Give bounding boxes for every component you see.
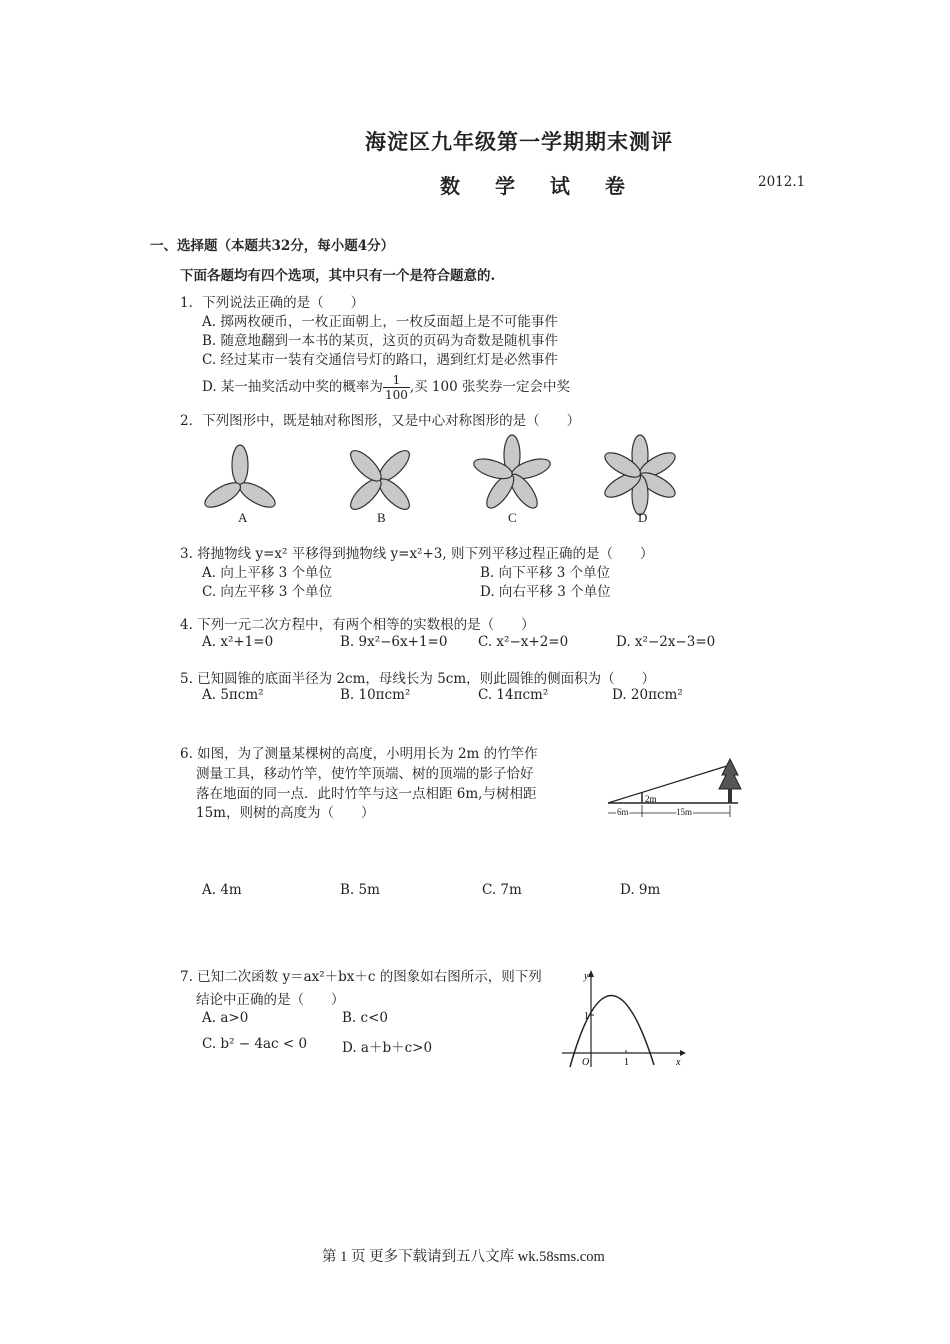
q4-stem: 4. 下列一元二次方程中，有两个相等的实数根的是（ ） (180, 617, 535, 633)
section-heading: 一、选择题（本题共32分，每小题4分） (150, 238, 395, 254)
q1-option-c: C. 经过某市一装有交通信号灯的路口，遇到红灯是必然事件 (202, 352, 558, 368)
q6-fig-pole-label: 2m (645, 794, 657, 804)
q7-parabola-graph (558, 965, 688, 1070)
q6-option-d: D. 9m (620, 882, 661, 898)
figure-d-six-petals (601, 435, 678, 515)
q1-stem: 1．下列说法正确的是（ ） (180, 295, 365, 311)
figure-b-four-petals (346, 446, 414, 514)
figure-label-d: D (638, 510, 648, 525)
q6-option-b: B. 5m (340, 882, 380, 898)
q1-d-post: ,买 100 张奖券一定会中奖 (409, 379, 570, 395)
exam-title: 海淀区九年级第一学期期末测评 (365, 129, 673, 154)
q1-frac-den: 100 (384, 388, 408, 402)
q7-tick-x-label: 1 (624, 1057, 629, 1068)
q1-d-pre: D. 某一抽奖活动中奖的概率为 (202, 379, 383, 395)
q6-line2: 测量工具，移动竹竿，使竹竿顶端、树的顶端的影子恰好 (196, 766, 534, 782)
q7-option-a: A. a>0 (202, 1010, 249, 1026)
q1-option-b: B. 随意地翻到一本书的某页，这页的页码为奇数是随机事件 (202, 333, 559, 349)
q6-fig-left-label: 6m (617, 807, 629, 817)
q3-option-c: C. 向左平移 3 个单位 (202, 584, 333, 600)
q6-option-c: C. 7m (482, 882, 522, 898)
q1-frac-num: 1 (383, 373, 410, 388)
q7-line2: 结论中正确的是（ ） (196, 992, 345, 1008)
q4-option-a: A. x²+1=0 (202, 634, 274, 650)
q6-fig-right-label: 15m (676, 807, 693, 817)
q2-stem: 2．下列图形中，既是轴对称图形，又是中心对称图形的是（ ） (180, 413, 581, 429)
q5-option-b: B. 10πcm² (340, 687, 411, 703)
q3-option-d: D. 向右平移 3 个单位 (480, 584, 611, 600)
exam-date: 2012.1 (758, 174, 806, 190)
q4-option-d: D. x²−2x−3=0 (616, 634, 716, 650)
q6-line1: 6. 如图，为了测量某棵树的高度，小明用长为 2m 的竹竿作 (180, 746, 538, 762)
q7-option-d: D. a＋b＋c>0 (342, 1040, 433, 1056)
q2-figures (190, 430, 690, 530)
q6-tree-figure (600, 755, 750, 825)
q7-axis-y-label: y (584, 971, 589, 982)
q1-option-a: A. 掷两枚硬币，一枚正面朝上，一枚反面超上是不可能事件 (202, 314, 558, 330)
figure-label-a: A (238, 510, 248, 525)
q6-line4: 15m，则树的高度为（ ） (196, 805, 375, 821)
q1-option-d (202, 370, 570, 404)
section-instruction: 下面各题均有四个选项，其中只有一个是符合题意的. (180, 268, 496, 284)
q3-option-b: B. 向下平移 3 个单位 (480, 565, 611, 581)
q1-fraction (383, 373, 410, 402)
q6-option-a: A. 4m (202, 882, 242, 898)
q7-option-c: C. b² − 4ac < 0 (202, 1036, 308, 1052)
q7-axis-x-label: x (676, 1057, 681, 1068)
q3-stem: 3. 将抛物线 y=x² 平移得到抛物线 y=x²+3, 则下列平移过程正确的是（ ） (180, 546, 654, 562)
q7-line1: 7. 已知二次函数 y＝ax²＋bx＋c 的图象如右图所示，则下列 (180, 969, 542, 985)
figure-label-c: C (508, 510, 517, 525)
q5-option-c: C. 14πcm² (478, 687, 549, 703)
q4-option-c: C. x²−x+2=0 (478, 634, 569, 650)
figure-c-five-petals (471, 435, 552, 512)
q7-option-b: B. c<0 (342, 1010, 388, 1026)
q3-option-a: A. 向上平移 3 个单位 (202, 565, 333, 581)
q5-option-d: D. 20πcm² (612, 687, 683, 703)
page-footer: 第 1 页 更多下载请到五八文库 wk.58sms.com (322, 1249, 605, 1265)
q6-line3: 落在地面的同一点．此时竹竿与这一点相距 6m,与树相距 (196, 786, 537, 802)
q5-option-a: A. 5πcm² (202, 687, 264, 703)
q5-stem: 5. 已知圆锥的底面半径为 2cm，母线长为 5cm，则此圆锥的侧面积为（ ） (180, 671, 656, 687)
q7-tick-y-label: 1 (584, 1011, 589, 1022)
figure-a-three-petals (201, 445, 278, 512)
exam-subtitle: 数 学 试 卷 (440, 174, 639, 198)
q4-option-b: B. 9x²−6x+1=0 (340, 634, 448, 650)
q7-origin-label: O (582, 1057, 590, 1068)
figure-label-b: B (377, 510, 386, 525)
